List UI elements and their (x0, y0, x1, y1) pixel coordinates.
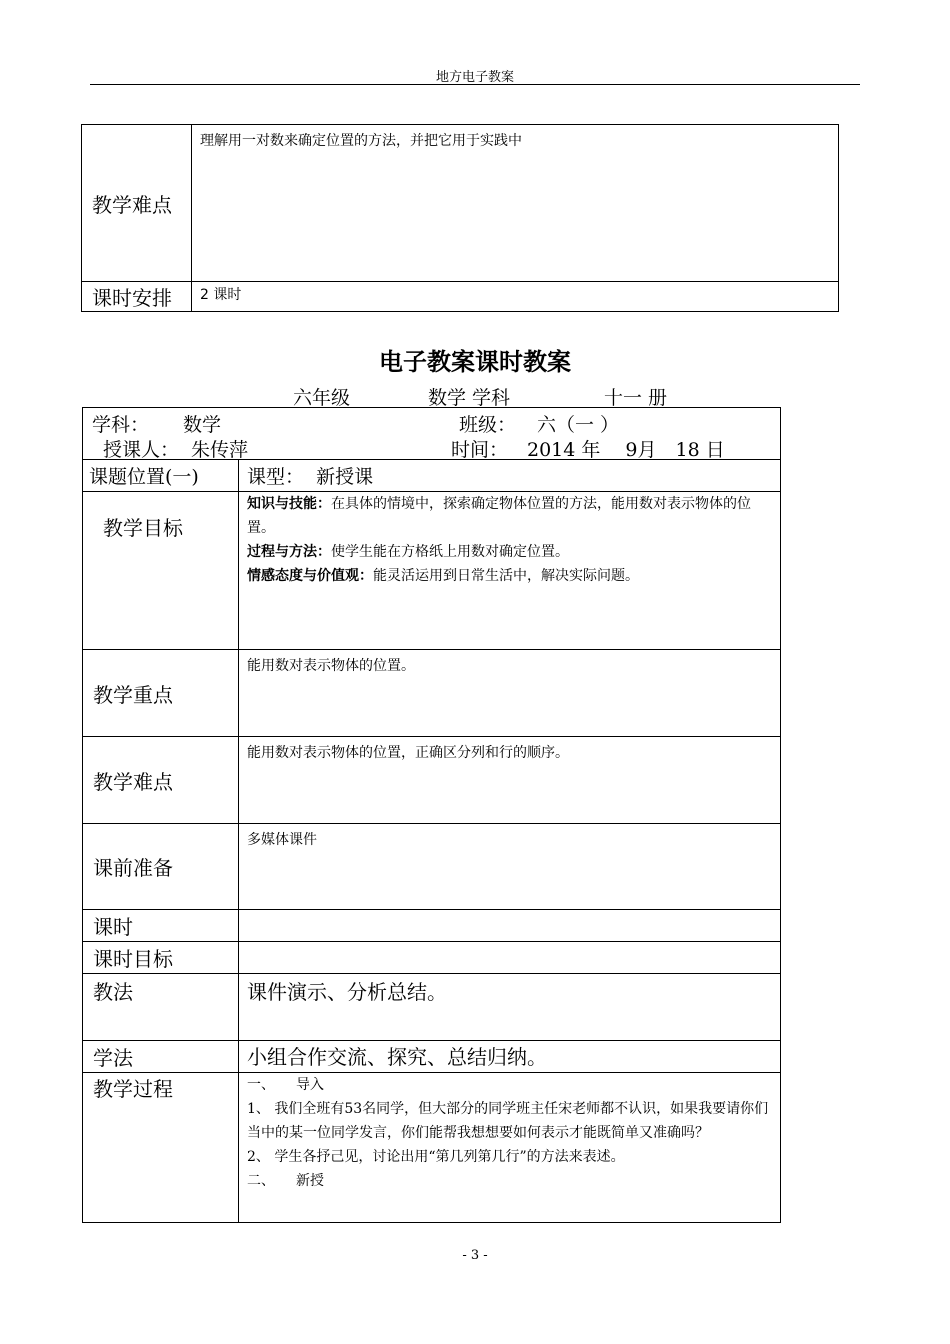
teacher-label: 授课人： (103, 439, 180, 461)
page-header: 地方电子教案 (435, 70, 514, 85)
difficulty-label: 教学难点 (82, 125, 192, 282)
subtitle-grade: 六年级 (293, 387, 351, 409)
schedule-label: 课时安排 (82, 282, 192, 312)
difficulty-text: 理解用一对数来确定位置的方法，并把它用于实践中 (192, 125, 839, 282)
learning-text: 小组合作交流、探究、总结归纳。 (239, 1041, 781, 1073)
subtitle-subject: 数学 学科 (428, 387, 511, 409)
difficulty2-text: 能用数对表示物体的位置，正确区分列和行的顺序。 (239, 737, 781, 824)
objectives-cell (239, 492, 781, 650)
lesson-table (82, 407, 781, 1223)
subject-label: 学科： (92, 414, 150, 436)
process-section-1: 一、 导入 (247, 1077, 324, 1093)
method-text: 课件演示、分析总结。 (239, 974, 781, 1041)
top-table (81, 124, 839, 312)
info-cell (83, 408, 781, 460)
prep-label: 课前准备 (83, 824, 239, 910)
key-point-text: 能用数对表示物体的位置。 (239, 650, 781, 737)
process-label: 教学过程 (83, 1073, 239, 1223)
method-label: 教法 (83, 974, 239, 1041)
class-label: 班级： (459, 414, 517, 436)
emotion-label: 情感态度与价值观： (247, 568, 373, 584)
process-method-label: 过程与方法： (247, 544, 331, 560)
process-section-2: 二、 新授 (247, 1173, 324, 1189)
teacher-value: 朱传萍 (191, 439, 249, 461)
lesson-position: 课题位置(一) (83, 460, 239, 492)
objectives-label: 教学目标 (83, 492, 239, 650)
header-rule (90, 84, 860, 85)
page-number: - 3 - (462, 1248, 488, 1263)
knowledge-text: 在具体的情境中，探索确定物体位置的方法，能用数对表示物体的位置。 (247, 496, 751, 536)
subtitle-volume: 十一 册 (604, 387, 668, 409)
process-method-text: 使学生能在方格纸上用数对确定位置。 (331, 544, 569, 560)
time-value: 2014 年 9月 18 日 (527, 439, 725, 461)
period-goal-text (239, 942, 781, 974)
schedule-text: 2 课时 (192, 282, 839, 312)
lesson-type: 课型： 新授课 (239, 460, 781, 492)
emotion-text: 能灵活运用到日常生活中，解决实际问题。 (373, 568, 639, 584)
time-label: 时间： (451, 439, 509, 461)
document-title: 电子教案课时教案 (379, 348, 571, 376)
period-goal-label: 课时目标 (83, 942, 239, 974)
process-item-1: 1、 我们全班有53名同学，但大部分的同学班主任宋老师都不认识，如果我要请你们当中的某一位同学发言，你们能帮我想想要如何表示才能既简单又准确吗？ (247, 1101, 769, 1141)
difficulty2-label: 教学难点 (83, 737, 239, 824)
period-text (239, 910, 781, 942)
process-cell (239, 1073, 781, 1223)
prep-text: 多媒体课件 (239, 824, 781, 910)
knowledge-label: 知识与技能： (247, 496, 331, 512)
class-value: 六（一 ） (537, 414, 620, 436)
period-label: 课时 (83, 910, 239, 942)
key-point-label: 教学重点 (83, 650, 239, 737)
subject-value: 数学 (183, 414, 222, 436)
learning-label: 学法 (83, 1041, 239, 1073)
process-item-2: 2、 学生各抒己见，讨论出用“第几列第几行”的方法来表述。 (247, 1149, 625, 1165)
